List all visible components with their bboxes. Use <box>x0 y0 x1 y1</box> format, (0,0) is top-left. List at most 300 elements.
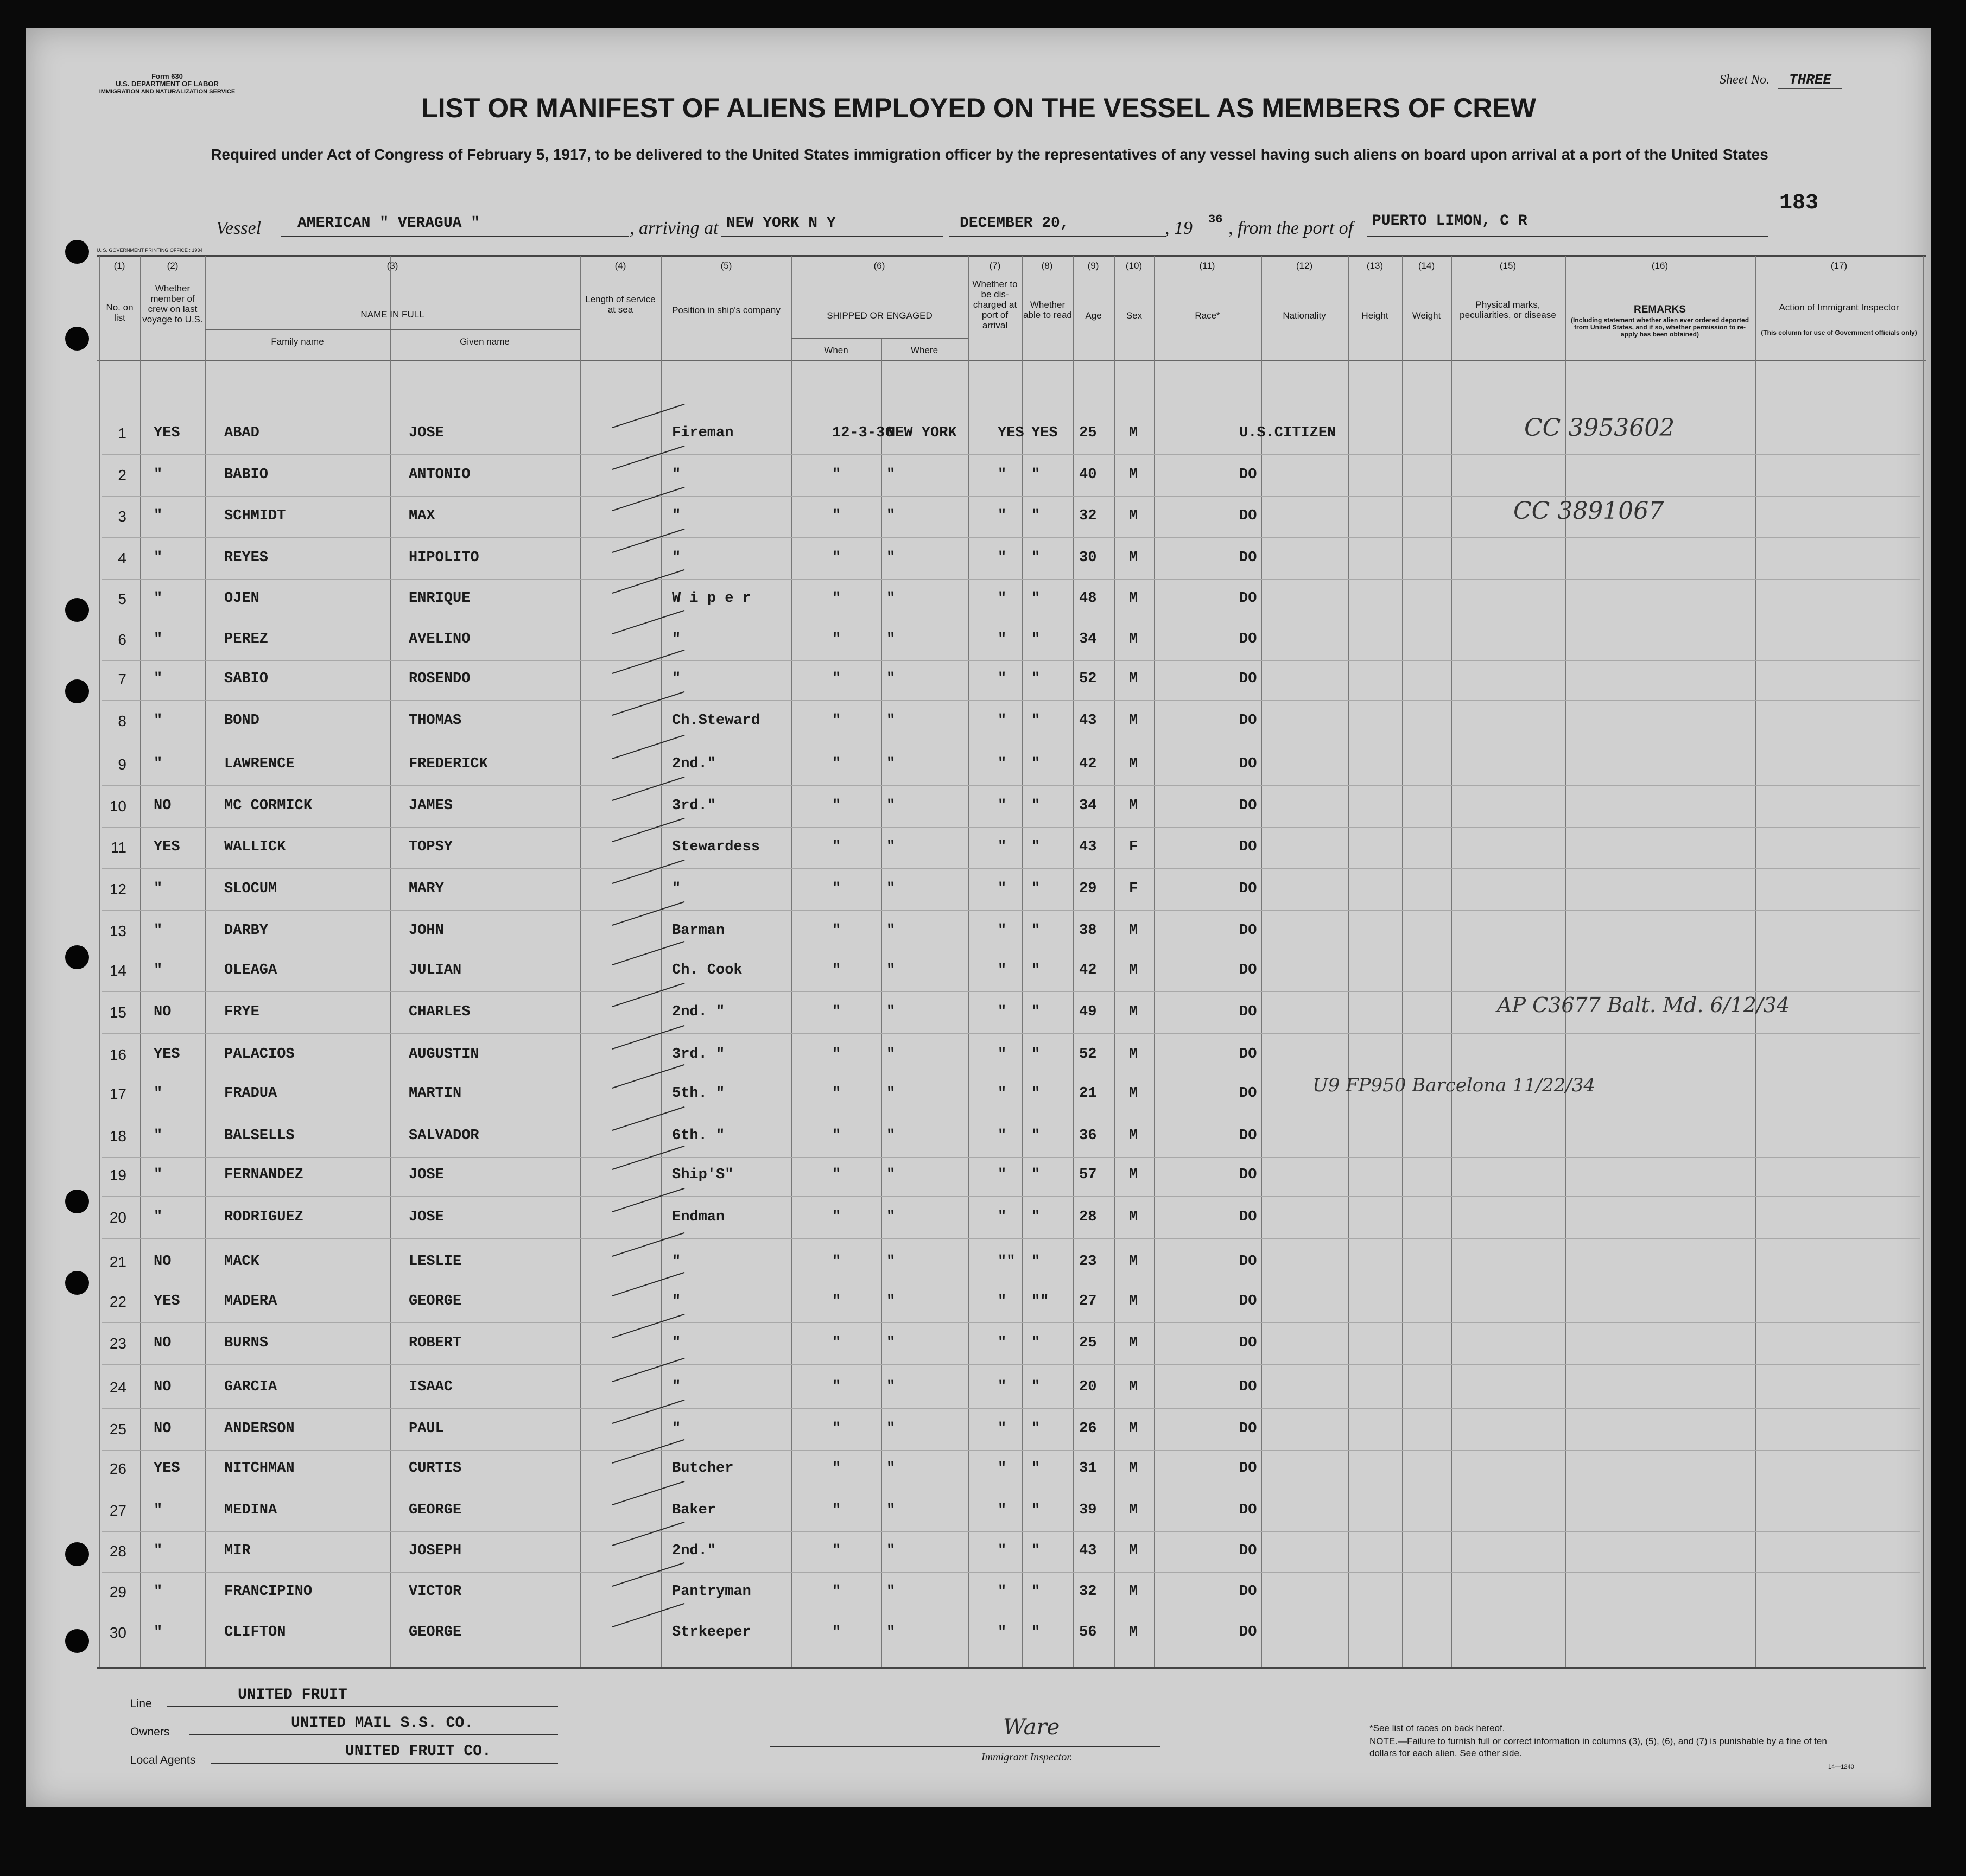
cell-discharged: " <box>998 671 1007 687</box>
cell-when: " <box>832 1335 841 1351</box>
cell-where: " <box>886 1004 896 1020</box>
cell-read: " <box>1031 508 1041 524</box>
cell-no: 22 <box>109 1293 126 1310</box>
row-rule <box>102 1238 1920 1239</box>
cell-member: NO <box>154 1335 172 1351</box>
cell-member: YES <box>154 1460 180 1477</box>
cell-discharged: " <box>998 1584 1007 1600</box>
cell-no: 3 <box>118 508 126 525</box>
remark-handwritten: CC 3891067 <box>1513 497 1664 525</box>
cell-where: " <box>886 671 896 687</box>
cell-read: " <box>1031 1046 1041 1063</box>
cell-given: JOSEPH <box>409 1543 462 1559</box>
cell-age: 29 <box>1079 881 1097 897</box>
cell-given: ROBERT <box>409 1335 462 1351</box>
cell-race: DO <box>1239 671 1257 687</box>
cell-race: DO <box>1239 756 1257 772</box>
cell-member: " <box>154 671 163 687</box>
cell-where: " <box>886 881 896 897</box>
cell-read: " <box>1031 881 1041 897</box>
cell-given: ENRIQUE <box>409 590 471 607</box>
remark-handwritten: U9 FP950 Barcelona 11/22/34 <box>1312 1074 1595 1096</box>
col-number-15: (15) <box>1499 260 1517 271</box>
cell-no: 7 <box>118 671 126 688</box>
cell-position: W i p e r <box>672 590 751 607</box>
header-remarks-sub: (Including statement whether alien ever ordered deported from United States, and if so, whether permission to re-apply has been obtained) <box>1570 316 1749 338</box>
col-number-14: (14) <box>1418 260 1435 271</box>
cell-when: " <box>832 467 841 483</box>
cell-given: JOSE <box>409 1167 444 1183</box>
cell-given: ISAAC <box>409 1379 453 1395</box>
cell-given: GEORGE <box>409 1624 462 1640</box>
cell-where: " <box>886 1543 896 1559</box>
cell-race: DO <box>1239 1624 1257 1640</box>
cell-position: " <box>672 1421 681 1437</box>
row-rule <box>102 537 1920 538</box>
cell-family: MACK <box>224 1254 259 1270</box>
cell-member: YES <box>154 1046 180 1063</box>
cell-no: 18 <box>109 1128 126 1144</box>
cell-read: " <box>1031 1085 1041 1102</box>
cell-member: " <box>154 1584 163 1600</box>
arriving-label: , arriving at <box>630 218 719 238</box>
cell-when: " <box>832 923 841 939</box>
cell-family: PALACIOS <box>224 1046 295 1063</box>
cell-sex: F <box>1129 839 1138 855</box>
cell-where: " <box>886 1128 896 1144</box>
cell-read: " <box>1031 1421 1041 1437</box>
sheet-label: Sheet No. <box>1720 73 1770 87</box>
cell-race: DO <box>1239 1543 1257 1559</box>
cell-when: " <box>832 1085 841 1102</box>
cell-when: " <box>832 1502 841 1518</box>
cell-race: DO <box>1239 550 1257 566</box>
cell-no: 15 <box>109 1004 126 1021</box>
cell-sex: M <box>1129 1379 1138 1395</box>
cell-discharged: " <box>998 467 1007 483</box>
cell-position: Pantryman <box>672 1584 751 1600</box>
sheet-value: THREE <box>1778 72 1842 89</box>
cell-no: 26 <box>109 1460 126 1477</box>
cell-given: PAUL <box>409 1421 444 1437</box>
cell-no: 29 <box>109 1584 126 1600</box>
cell-age: 34 <box>1079 798 1097 814</box>
cell-race: DO <box>1239 467 1257 483</box>
cell-where: " <box>886 798 896 814</box>
cell-read: YES <box>1031 425 1058 441</box>
row-rule <box>102 991 1920 992</box>
cell-family: BALSELLS <box>224 1128 295 1144</box>
cell-position: Endman <box>672 1209 725 1225</box>
cell-no: 17 <box>109 1085 126 1102</box>
cell-discharged: YES <box>998 425 1024 441</box>
cell-sex: M <box>1129 1254 1138 1270</box>
cell-where: " <box>886 467 896 483</box>
cell-where: " <box>886 590 896 607</box>
page-title: LIST OR MANIFEST OF ALIENS EMPLOYED ON THE VESSEL AS MEMBERS OF CREW <box>421 93 1536 123</box>
header-position: Position in ship's company <box>672 305 781 315</box>
cell-no: 11 <box>110 839 126 856</box>
cell-given: ROSENDO <box>409 671 471 687</box>
cell-race: DO <box>1239 1254 1257 1270</box>
cell-no: 23 <box>109 1335 126 1352</box>
cell-discharged: " <box>998 1335 1007 1351</box>
cell-when: " <box>832 1293 841 1309</box>
cell-read: " <box>1031 1128 1041 1144</box>
cell-read: " <box>1031 1209 1041 1225</box>
cell-no: 16 <box>109 1046 126 1063</box>
cell-read: " <box>1031 713 1041 729</box>
cell-sex: M <box>1129 550 1138 566</box>
punch-hole <box>65 327 89 351</box>
cell-race: DO <box>1239 839 1257 855</box>
cell-discharged: " <box>998 590 1007 607</box>
cell-position: 2nd." <box>672 756 716 772</box>
cell-position: " <box>672 550 681 566</box>
cell-age: 31 <box>1079 1460 1097 1477</box>
cell-when: " <box>832 839 841 855</box>
cell-family: BOND <box>224 713 259 729</box>
cell-family: LAWRENCE <box>224 756 295 772</box>
cell-read: " <box>1031 1460 1041 1477</box>
cell-discharged: " <box>998 508 1007 524</box>
cell-no: 6 <box>118 631 126 648</box>
cell-read: " <box>1031 1335 1041 1351</box>
cell-discharged: " <box>998 923 1007 939</box>
header-remarks: REMARKS <box>1633 304 1686 315</box>
inspector-signature: Ware <box>1003 1715 1060 1740</box>
cell-race: DO <box>1239 1167 1257 1183</box>
cell-sex: M <box>1129 1046 1138 1063</box>
cell-where: " <box>886 756 896 772</box>
cell-sex: M <box>1129 590 1138 607</box>
cell-given: AUGUSTIN <box>409 1046 479 1063</box>
col-number-7: (7) <box>989 260 1001 271</box>
cell-sex: F <box>1129 881 1138 897</box>
header-action-sub: (This column for use of Government officials only) <box>1761 329 1917 336</box>
cell-where: " <box>886 1335 896 1351</box>
cell-where: " <box>886 839 896 855</box>
cell-read: "" <box>1031 1293 1049 1309</box>
cell-family: BURNS <box>224 1335 269 1351</box>
row-rule <box>102 827 1920 828</box>
cell-position: Ch. Cook <box>672 962 743 978</box>
cell-family: PEREZ <box>224 631 269 647</box>
cell-read: " <box>1031 550 1041 566</box>
cell-sex: M <box>1129 962 1138 978</box>
cell-sex: M <box>1129 671 1138 687</box>
manifest-sheet <box>26 28 1931 1807</box>
cell-position: " <box>672 631 681 647</box>
vessel-value: AMERICAN " VERAGUA " <box>297 215 480 232</box>
col-number-3: (3) <box>386 260 398 271</box>
cell-when: " <box>832 798 841 814</box>
header-nationality: Nationality <box>1283 310 1326 321</box>
cell-age: 25 <box>1079 425 1097 441</box>
cell-race: DO <box>1239 1584 1257 1600</box>
cell-discharged: " <box>998 1502 1007 1518</box>
cell-when: " <box>832 1460 841 1477</box>
cell-read: " <box>1031 1502 1041 1518</box>
cell-no: 19 <box>109 1167 126 1184</box>
cell-age: 28 <box>1079 1209 1097 1225</box>
cell-member: " <box>154 713 163 729</box>
cell-position: " <box>672 467 681 483</box>
cell-where: " <box>886 1584 896 1600</box>
header-shipped: SHIPPED OR ENGAGED <box>827 310 933 321</box>
port-value: PUERTO LIMON, C R <box>1372 213 1527 230</box>
col-number-12: (12) <box>1296 260 1313 271</box>
cell-where: " <box>886 1502 896 1518</box>
cell-given: FREDERICK <box>409 756 488 772</box>
cell-family: MIR <box>224 1543 251 1559</box>
cell-member: " <box>154 508 163 524</box>
department-name: U.S. DEPARTMENT OF LABOR <box>116 80 219 88</box>
cell-sex: M <box>1129 1004 1138 1020</box>
cell-family: REYES <box>224 550 269 566</box>
cell-sex: M <box>1129 1209 1138 1225</box>
cell-position: " <box>672 881 681 897</box>
cell-position: " <box>672 671 681 687</box>
cell-age: 32 <box>1079 508 1097 524</box>
cell-position: " <box>672 1335 681 1351</box>
col-number-6: (6) <box>873 260 885 271</box>
header-given-name: Given name <box>460 336 510 347</box>
cell-where: " <box>886 508 896 524</box>
cell-family: MEDINA <box>224 1502 277 1518</box>
cell-where: " <box>886 1460 896 1477</box>
cell-family: FERNANDEZ <box>224 1167 303 1183</box>
row-rule <box>102 496 1920 497</box>
cell-member: NO <box>154 798 172 814</box>
cell-no: 28 <box>109 1543 126 1560</box>
cell-sex: M <box>1129 1460 1138 1477</box>
cell-age: 20 <box>1079 1379 1097 1395</box>
cell-family: CLIFTON <box>224 1624 286 1640</box>
cell-where: " <box>886 550 896 566</box>
cell-discharged: " <box>998 1460 1007 1477</box>
cell-race: DO <box>1239 1460 1257 1477</box>
row-rule <box>102 1033 1920 1034</box>
col-number-4: (4) <box>614 260 626 271</box>
punch-hole <box>65 1271 89 1295</box>
cell-position: Fireman <box>672 425 734 441</box>
cell-discharged: " <box>998 798 1007 814</box>
cell-race: DO <box>1239 881 1257 897</box>
row-rule <box>102 579 1920 580</box>
cell-race: DO <box>1239 508 1257 524</box>
cell-sex: M <box>1129 1085 1138 1102</box>
cell-where: " <box>886 1624 896 1640</box>
row-rule <box>102 1450 1920 1451</box>
cell-when: " <box>832 590 841 607</box>
cell-read: " <box>1031 590 1041 607</box>
cell-member: " <box>154 1502 163 1518</box>
cell-no: 5 <box>118 590 126 607</box>
cell-where: " <box>886 1046 896 1063</box>
punch-hole <box>65 1629 89 1653</box>
remark-handwritten: AP C3677 Balt. Md. 6/12/34 <box>1497 993 1790 1017</box>
cell-discharged: "" <box>998 1254 1016 1270</box>
cell-discharged: " <box>998 550 1007 566</box>
cell-age: 42 <box>1079 756 1097 772</box>
cell-race: DO <box>1239 1421 1257 1437</box>
cell-discharged: " <box>998 756 1007 772</box>
cell-when: " <box>832 1584 841 1600</box>
row-rule <box>102 660 1920 661</box>
cell-sex: M <box>1129 923 1138 939</box>
cell-member: YES <box>154 1293 180 1309</box>
cell-where: " <box>886 1379 896 1395</box>
cell-age: 43 <box>1079 839 1097 855</box>
cell-race: DO <box>1239 713 1257 729</box>
printing-office: U. S. GOVERNMENT PRINTING OFFICE : 1934 <box>97 247 203 253</box>
cell-age: 56 <box>1079 1624 1097 1640</box>
cell-sex: M <box>1129 631 1138 647</box>
cell-race: DO <box>1239 590 1257 607</box>
cell-no: 25 <box>109 1421 126 1438</box>
stamp-number: 183 <box>1779 191 1819 215</box>
cell-given: SALVADOR <box>409 1128 479 1144</box>
header-family-name: Family name <box>271 336 324 347</box>
cell-sex: M <box>1129 1128 1138 1144</box>
cell-given: LESLIE <box>409 1254 462 1270</box>
cell-race: DO <box>1239 1335 1257 1351</box>
cell-no: 21 <box>109 1254 126 1270</box>
cell-position: 3rd." <box>672 798 716 814</box>
cell-age: 27 <box>1079 1293 1097 1309</box>
cell-age: 52 <box>1079 671 1097 687</box>
cell-family: MC CORMICK <box>224 798 313 814</box>
cell-race: DO <box>1239 1128 1257 1144</box>
header-race: Race* <box>1195 310 1220 321</box>
cell-member: NO <box>154 1421 172 1437</box>
cell-family: OLEAGA <box>224 962 277 978</box>
row-rule <box>102 910 1920 911</box>
cell-discharged: " <box>998 1004 1007 1020</box>
cell-race: U.S.CITIZEN <box>1239 425 1336 441</box>
cell-position: Butcher <box>672 1460 734 1477</box>
cell-where: NEW YORK <box>886 425 957 441</box>
cell-discharged: " <box>998 1543 1007 1559</box>
row-rule <box>102 1408 1920 1409</box>
cell-read: " <box>1031 798 1041 814</box>
cell-when: " <box>832 1004 841 1020</box>
col-number-13: (13) <box>1366 260 1384 271</box>
cell-member: " <box>154 923 163 939</box>
cell-race: DO <box>1239 1085 1257 1102</box>
cell-no: 14 <box>109 962 126 979</box>
vessel-label: Vessel <box>216 218 262 238</box>
cell-family: SCHMIDT <box>224 508 286 524</box>
cell-sex: M <box>1129 1543 1138 1559</box>
agents-label: Local Agents <box>130 1754 196 1766</box>
cell-read: " <box>1031 1167 1041 1183</box>
date-value: DECEMBER 20, <box>960 215 1069 232</box>
header-able-read: Whether able to read <box>1023 300 1072 320</box>
cell-race: DO <box>1239 1004 1257 1020</box>
cell-given: JOSE <box>409 1209 444 1225</box>
port-label: , from the port of <box>1228 218 1354 238</box>
fine-note: NOTE.—Failure to furnish full or correct information in columns (3), (5), (6), and (7) is punishable by a fine of ten dollars for each alien. See other side. <box>1369 1736 1827 1758</box>
header-action: Action of Immigrant Inspector <box>1779 302 1899 313</box>
row-rule <box>102 868 1920 869</box>
cell-given: GEORGE <box>409 1293 462 1309</box>
cell-race: DO <box>1239 1209 1257 1225</box>
header-when: When <box>824 345 848 355</box>
cell-no: 1 <box>118 425 126 442</box>
line-value: UNITED FRUIT <box>238 1687 347 1703</box>
row-rule <box>102 1572 1920 1573</box>
punch-hole <box>65 679 89 703</box>
row-rule <box>102 1196 1920 1197</box>
cell-no: 10 <box>109 798 126 815</box>
header-weight: Weight <box>1412 310 1441 321</box>
cell-when: " <box>832 1254 841 1270</box>
cell-sex: M <box>1129 1421 1138 1437</box>
punch-hole <box>65 1542 89 1566</box>
cell-given: VICTOR <box>409 1584 462 1600</box>
cell-age: 38 <box>1079 923 1097 939</box>
cell-when: " <box>832 756 841 772</box>
cell-member: " <box>154 590 163 607</box>
races-note: *See list of races on back hereof. <box>1369 1723 1505 1733</box>
cell-no: 24 <box>109 1379 126 1396</box>
cell-position: 3rd. " <box>672 1046 725 1063</box>
cell-read: " <box>1031 1379 1041 1395</box>
cell-family: ABAD <box>224 425 259 441</box>
cell-given: MARTIN <box>409 1085 462 1102</box>
cell-age: 36 <box>1079 1128 1097 1144</box>
cell-family: FRYE <box>224 1004 259 1020</box>
cell-given: CURTIS <box>409 1460 462 1477</box>
cell-sex: M <box>1129 1293 1138 1309</box>
cell-no: 13 <box>109 923 126 939</box>
cell-no: 4 <box>118 550 126 567</box>
owners-label: Owners <box>130 1726 170 1738</box>
cell-position: 5th. " <box>672 1085 725 1102</box>
cell-family: MADERA <box>224 1293 277 1309</box>
cell-no: 2 <box>118 467 126 484</box>
page-subtitle: Required under Act of Congress of February 5, 1917, to be delivered to the United States immigration officer by the representatives of any vessel having such aliens on board upon arrival at a port of the United States <box>211 146 1768 163</box>
cell-family: FRADUA <box>224 1085 277 1102</box>
cell-when: " <box>832 962 841 978</box>
cell-sex: M <box>1129 1167 1138 1183</box>
cell-age: 32 <box>1079 1584 1097 1600</box>
cell-age: 48 <box>1079 590 1097 607</box>
cell-given: HIPOLITO <box>409 550 479 566</box>
header-height: Height <box>1361 310 1388 321</box>
cell-age: 34 <box>1079 631 1097 647</box>
cell-discharged: " <box>998 1293 1007 1309</box>
form-number: Form 630 <box>151 72 183 80</box>
punch-hole <box>65 1190 89 1213</box>
col-number-10: (10) <box>1125 260 1143 271</box>
header-length-service: Length of service at sea <box>585 294 656 315</box>
header-age: Age <box>1085 310 1102 321</box>
cell-read: " <box>1031 756 1041 772</box>
cell-read: " <box>1031 467 1041 483</box>
cell-age: 23 <box>1079 1254 1097 1270</box>
cell-when: " <box>832 1209 841 1225</box>
cell-family: BABIO <box>224 467 269 483</box>
row-rule <box>102 454 1920 455</box>
cell-race: DO <box>1239 631 1257 647</box>
cell-read: " <box>1031 962 1041 978</box>
cell-position: 6th. " <box>672 1128 725 1144</box>
col-number-17: (17) <box>1830 260 1848 271</box>
cell-discharged: " <box>998 881 1007 897</box>
